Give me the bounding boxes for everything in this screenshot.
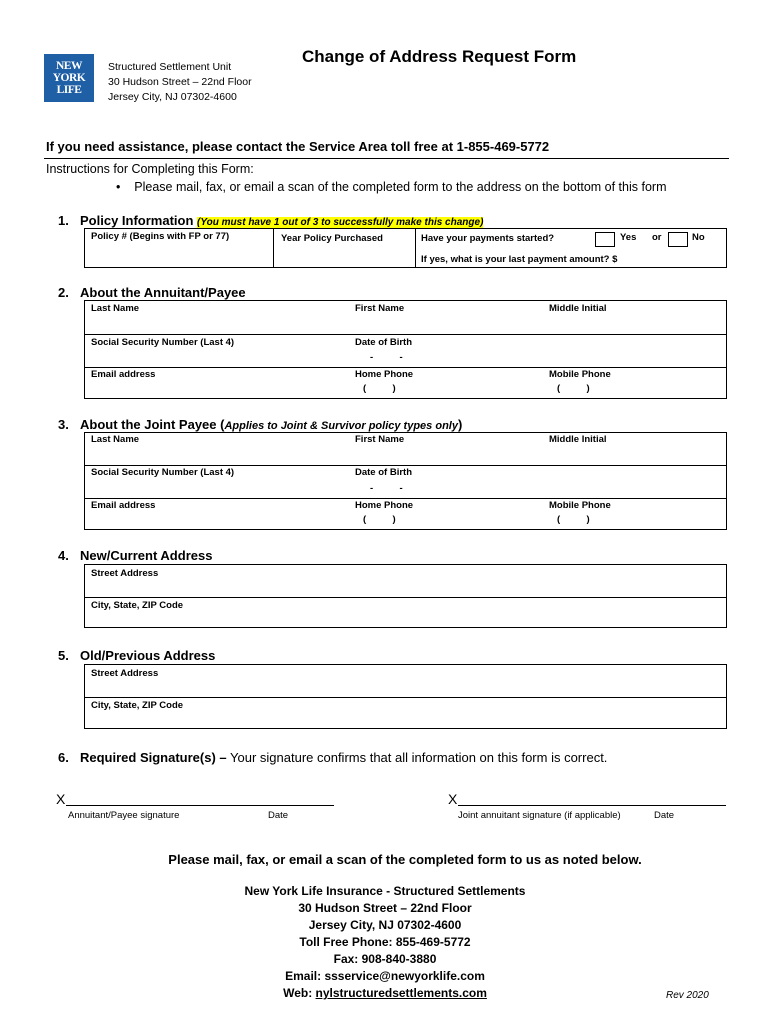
policy-number-field[interactable]: Policy # (Begins with FP or 77) — [91, 231, 230, 242]
section-3-title: 3. About the Joint Payee (Applies to Joint & Survivor policy types only) — [58, 417, 463, 432]
joint-email[interactable]: Email address — [91, 500, 156, 511]
joint-dob[interactable]: Date of Birth — [355, 467, 412, 478]
footer-street: 30 Hudson Street – 22nd Floor — [298, 901, 472, 915]
page-title: Change of Address Request Form — [302, 47, 577, 66]
footer-email: Email: ssservice@newyorklife.com — [285, 969, 485, 983]
annuitant-email[interactable]: Email address — [91, 369, 156, 380]
section-1-note: (You must have 1 out of 3 to successfully make this change) — [197, 217, 484, 228]
section-1-title: 1. Policy Information (You must have 1 out of 3 to successfully make this change) — [58, 213, 484, 228]
annuitant-home-phone[interactable]: Home Phone — [355, 369, 414, 380]
new-city-state-zip[interactable]: City, State, ZIP Code — [91, 600, 184, 611]
annuitant-mobile-phone[interactable]: Mobile Phone — [549, 369, 611, 380]
year-purchased-field[interactable]: Year Policy Purchased — [281, 233, 383, 244]
footer-address — [200, 883, 570, 1002]
old-address-box — [84, 664, 727, 729]
joint-home-phone[interactable]: Home Phone — [355, 500, 414, 511]
mail-instructions: Please mail, fax, or email a scan of the completed form to us as noted below. — [168, 852, 642, 867]
unit-address — [108, 60, 252, 105]
joint-signature-label: Joint annuitant signature (if applicable) — [458, 810, 621, 821]
unit-street: 30 Hudson Street – 22nd Floor — [108, 76, 252, 88]
assistance-text: If you need assistance, please contact the Service Area toll free at 1-855-469-5772 — [46, 139, 550, 154]
joint-middle-initial[interactable]: Middle Initial — [549, 434, 607, 445]
footer-company: New York Life Insurance - Structured Settlements — [244, 884, 526, 898]
joint-first-name[interactable]: First Name — [355, 434, 405, 445]
annuitant-date-label: Date — [268, 810, 289, 821]
joint-ssn[interactable]: Social Security Number (Last 4) — [91, 467, 235, 478]
section-4-title: 4. New/Current Address — [58, 548, 213, 563]
annuitant-box: Last Name First Name Middle Initial Social Security Number (Last 4) Date of Birth - - Email address Home Phone ( ) Mobile Phone ( ) — [84, 300, 727, 399]
joint-payee-box: Last Name First Name Middle Initial Social Security Number (Last 4) Date of Birth - - Email address Home Phone ( ) Mobile Phone ( ) — [84, 432, 727, 530]
policy-info-box: Policy # (Begins with FP or 77) Year Policy Purchased Have your payments started? Yes or No If yes, what is your last payment amount? $ — [84, 228, 727, 268]
new-street-address[interactable]: Street Address — [91, 568, 159, 579]
joint-last-name[interactable]: Last Name — [91, 434, 140, 445]
instructions-bullet: • Please mail, fax, or email a scan of the completed form to the address on the bottom of this form — [116, 180, 667, 194]
payments-started-label: Have your payments started? — [421, 233, 555, 244]
joint-signature-line[interactable] — [458, 805, 726, 806]
unit-city: Jersey City, NJ 07302-4600 — [108, 91, 237, 103]
last-payment-field[interactable]: If yes, what is your last payment amount? $ — [421, 254, 618, 265]
footer-web: Web: nylstructuredsettlements.com — [283, 986, 487, 1000]
no-checkbox[interactable] — [668, 232, 688, 247]
revision-label: Rev 2020 — [666, 990, 709, 1001]
annuitant-middle-initial[interactable]: Middle Initial — [549, 303, 607, 314]
footer-phone: Toll Free Phone: 855-469-5772 — [299, 935, 471, 949]
annuitant-first-name[interactable]: First Name — [355, 303, 405, 314]
new-york-life-logo: NEW YORK LIFE — [44, 54, 94, 102]
joint-date-label: Date — [654, 810, 675, 821]
unit-name: Structured Settlement Unit — [108, 61, 232, 73]
website-link[interactable]: nylstructuredsettlements.com — [315, 986, 487, 1000]
annuitant-dob[interactable]: Date of Birth — [355, 337, 412, 348]
section-2-title: 2. About the Annuitant/Payee — [58, 285, 246, 300]
annuitant-signature-label: Annuitant/Payee signature — [68, 810, 180, 821]
annuitant-signature-x: X — [56, 791, 66, 807]
footer-fax: Fax: 908-840-3880 — [333, 952, 437, 966]
annuitant-last-name[interactable]: Last Name — [91, 303, 140, 314]
yes-checkbox[interactable] — [595, 232, 615, 247]
annuitant-signature-line[interactable] — [66, 805, 334, 806]
annuitant-ssn[interactable]: Social Security Number (Last 4) — [91, 337, 235, 348]
section-6-title: 6. Required Signature(s) – Your signature confirms that all information on this form is correct. — [58, 750, 608, 765]
old-city-state-zip[interactable]: City, State, ZIP Code — [91, 700, 184, 711]
instructions-heading: Instructions for Completing this Form: — [46, 162, 254, 176]
section-5-title: 5. Old/Previous Address — [58, 648, 216, 663]
footer-city: Jersey City, NJ 07302-4600 — [308, 918, 462, 932]
joint-mobile-phone[interactable]: Mobile Phone — [549, 500, 611, 511]
header-divider — [44, 158, 729, 159]
joint-signature-x: X — [448, 791, 458, 807]
new-address-box — [84, 564, 727, 628]
old-street-address[interactable]: Street Address — [91, 668, 159, 679]
